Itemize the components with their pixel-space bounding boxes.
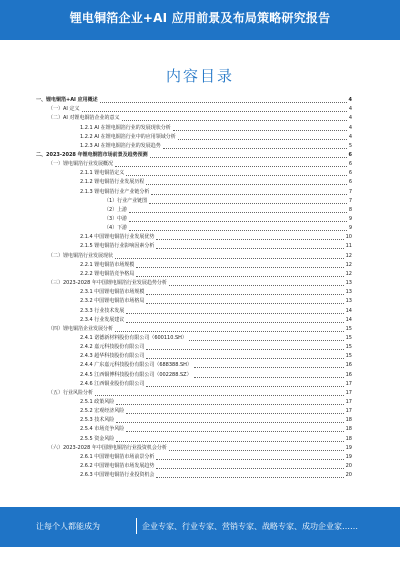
- toc-entry-page: 6: [348, 151, 352, 158]
- toc-entry-title: 一、锂电铜箔+AI 应用概述: [36, 97, 98, 103]
- toc-entry-title: （二）AI 对锂电铜箔企业的意义: [48, 115, 120, 122]
- toc-leader-dots: [82, 106, 347, 112]
- toc-entry-title: 1.2.3 AI 在锂电铜箔行业的发展趋势: [80, 142, 161, 149]
- toc-leader-dots: [146, 353, 343, 359]
- toc-entry-title: （一）锂电铜箔行业发展概况: [48, 161, 114, 168]
- toc-leader-dots: [156, 472, 343, 478]
- toc-leader-dots: [129, 216, 347, 222]
- toc-entry-page: 4: [348, 124, 352, 131]
- toc-entry[interactable]: [80, 178, 352, 187]
- toc-entry-page: 12: [345, 252, 352, 259]
- footer-tagline: 让每个人都能成为: [36, 522, 100, 531]
- page-footer: [0, 507, 400, 547]
- toc-leader-dots: [95, 390, 344, 396]
- toc-entry-title: 2.4.6 江西铜业股份有限公司: [80, 380, 145, 387]
- toc-entry-page: 20: [345, 472, 352, 479]
- toc-entry-title: 2.5.5 资金风险: [80, 435, 115, 442]
- toc-leader-dots: [150, 152, 347, 158]
- toc-entry-title: （一）AI 定义: [48, 106, 80, 113]
- toc-entry-page: 10: [345, 234, 352, 241]
- toc-entry[interactable]: [80, 462, 352, 471]
- toc-entry[interactable]: [80, 188, 352, 197]
- toc-entry-page: 6: [348, 170, 352, 177]
- toc-entry-page: 15: [345, 353, 352, 360]
- toc-entry[interactable]: [48, 279, 352, 288]
- toc-entry-page: 6: [348, 179, 352, 186]
- toc-leader-dots: [116, 399, 343, 405]
- toc-entry-page: 4: [348, 115, 352, 122]
- toc-entry-title: 2.3.3 行业技术发展: [80, 307, 125, 314]
- toc-entry-title: （二）锂电铜箔行业发展现状: [48, 252, 114, 259]
- toc-entry[interactable]: [80, 407, 352, 416]
- toc-entry-title: 2.3.2 中国锂电铜箔市场格局: [80, 298, 145, 305]
- toc-entry[interactable]: [48, 389, 352, 398]
- toc-leader-dots: [100, 97, 347, 103]
- toc-entry-page: 7: [348, 197, 352, 204]
- toc-entry[interactable]: [80, 124, 352, 133]
- toc-entry[interactable]: [80, 242, 352, 251]
- toc-entry-title: 2.1.3 锂电铜箔行业产业链分析: [80, 188, 150, 195]
- toc-leader-dots: [116, 417, 343, 423]
- toc-entry-page: 4: [348, 106, 352, 113]
- toc-entry-page: 6: [348, 161, 352, 168]
- toc-entry-title: 二、2023-2028 年锂电铜箔市场前景及趋势预测: [36, 151, 148, 158]
- toc-entry-title: （3）中游: [104, 215, 128, 222]
- toc-entry-page: 18: [345, 435, 352, 442]
- toc-entry[interactable]: [48, 105, 352, 114]
- toc-entry-page: 20: [345, 463, 352, 469]
- toc-entry-title: 2.5.3 技术风险: [80, 417, 115, 424]
- toc-entry[interactable]: [104, 224, 352, 233]
- toc-entry[interactable]: [80, 380, 352, 389]
- toc-leader-dots: [156, 454, 343, 460]
- toc-entry-title: 2.4.2 嘉元科技股份有限公司: [80, 344, 145, 351]
- toc-leader-dots: [126, 308, 343, 314]
- toc-entry[interactable]: [80, 343, 352, 352]
- toc-entry-title: （六）2023-2028 年中国锂电铜箔行业投资机会分析: [48, 444, 167, 451]
- footer-divider: [136, 518, 137, 534]
- toc-entry-title: 2.6.1 中国锂电铜箔市场前景分析: [80, 453, 155, 460]
- toc-entry[interactable]: [80, 471, 352, 480]
- report-title: 锂电铜箔企业+AI 应用前景及布局策略研究报告: [69, 11, 331, 25]
- toc-leader-dots: [163, 143, 347, 149]
- toc-entry[interactable]: [48, 252, 352, 261]
- toc-entry[interactable]: [48, 114, 352, 123]
- toc-entry-page: 18: [345, 417, 352, 424]
- toc-entry-page: 5: [348, 142, 352, 149]
- toc-entry-page: 13: [345, 298, 352, 305]
- toc-entry[interactable]: [48, 160, 352, 169]
- toc-entry[interactable]: [80, 261, 352, 270]
- toc-entry[interactable]: [104, 215, 352, 224]
- toc-entry-title: 2.1.2 锂电铜箔行业发展历程: [80, 179, 145, 186]
- toc-leader-dots: [129, 207, 347, 213]
- toc-entry-title: （三）2023-2028 年中国锂电铜箔行业发展趋势分析: [48, 280, 167, 286]
- toc-entry-title: 2.2.2 锂电铜箔竞争格局: [80, 270, 135, 277]
- toc-entry[interactable]: [80, 416, 352, 425]
- toc-entry[interactable]: [80, 133, 352, 142]
- toc-entry-title: 2.6.2 中国锂电铜箔市场发展趋势: [80, 463, 155, 469]
- toc-entry[interactable]: [80, 453, 352, 462]
- toc-entry-page: 17: [345, 380, 352, 387]
- toc-leader-dots: [136, 262, 343, 268]
- toc-leader-dots: [126, 170, 347, 176]
- toc-leader-dots: [126, 426, 343, 432]
- toc-entry[interactable]: [80, 435, 352, 444]
- toc-leader-dots: [169, 445, 344, 451]
- toc-entry-page: 18: [345, 426, 352, 433]
- toc-leader-dots: [178, 134, 347, 140]
- toc-leader-dots: [146, 344, 343, 350]
- toc-entry[interactable]: [36, 151, 352, 160]
- toc-leader-dots: [122, 115, 347, 121]
- toc-entry[interactable]: [80, 288, 352, 297]
- toc-entry-title: 2.2.1 锂电铜箔市场规模: [80, 261, 135, 268]
- toc-entry-page: 17: [345, 389, 352, 396]
- toc-leader-dots: [173, 125, 347, 131]
- toc-leader-dots: [156, 243, 343, 249]
- toc-entry-title: 2.4.1 诺德新材料股份有限公司（600110.SH）: [80, 334, 187, 341]
- toc-entry-page: 7: [348, 188, 352, 195]
- toc-entry-title: 2.5.2 宏观经济风险: [80, 408, 125, 415]
- toc-entry-page: 12: [345, 261, 352, 268]
- toc-leader-dots: [136, 271, 343, 277]
- toc-entry-title: 2.3.1 中国锂电铜箔市场规模: [80, 289, 145, 296]
- toc-leader-dots: [156, 463, 343, 469]
- toc-leader-dots: [129, 225, 347, 231]
- toc-leader-dots: [194, 362, 344, 368]
- toc-leader-dots: [189, 335, 344, 341]
- toc-leader-dots: [149, 198, 347, 204]
- toc-entry-page: 16: [345, 371, 352, 378]
- toc-entry-title: 1.2.1 AI 在锂电铜箔行业的发展现状分析: [80, 124, 171, 131]
- toc-entry-page: 14: [345, 316, 352, 323]
- toc-entry-page: 16: [345, 362, 352, 369]
- toc-leader-dots: [169, 280, 344, 286]
- toc-entry[interactable]: [80, 361, 352, 370]
- toc-entry[interactable]: [80, 316, 352, 325]
- toc-entry-title: （1）行业产业链图: [104, 197, 148, 204]
- toc-entry-page: 17: [345, 408, 352, 415]
- toc-entry-page: 17: [345, 398, 352, 405]
- toc-leader-dots: [115, 253, 344, 259]
- toc-entry-title: 2.1.5 锂电铜箔行业影响因素分析: [80, 243, 155, 250]
- toc-entry[interactable]: [80, 169, 352, 178]
- toc-entry[interactable]: [80, 297, 352, 306]
- toc-leader-dots: [115, 326, 344, 332]
- toc-entry-title: 2.4.4 广东嘉元科技股份有限公司（688388.SH）: [80, 362, 192, 369]
- toc-entry-title: （2）上游: [104, 206, 128, 213]
- toc-entry-title: 2.6.3 中国锂电铜箔行业投资机会: [80, 472, 155, 479]
- toc-entry[interactable]: [80, 142, 352, 151]
- footer-audience: 企业专家、行业专家、营销专家、战略专家、成功企业家……: [142, 522, 358, 531]
- toc-entry[interactable]: [104, 197, 352, 206]
- toc-entry-title: 2.1.4 中国锂电铜箔行业发展优势: [80, 234, 155, 241]
- toc-entry-page: 15: [345, 334, 352, 341]
- toc-entry-title: 2.4.5 江西铜博科技股份有限公司（002288.SZ）: [80, 371, 192, 378]
- toc-entry[interactable]: [80, 334, 352, 343]
- toc-entry[interactable]: [80, 270, 352, 279]
- toc-leader-dots: [151, 189, 346, 195]
- toc-entry-title: （五）行业风险分析: [48, 389, 94, 396]
- toc-entry-title: 2.1.1 锂电铜箔定义: [80, 170, 125, 177]
- toc-leader-dots: [126, 408, 343, 414]
- toc-entry[interactable]: [104, 206, 352, 215]
- toc-entry-title: 2.5.1 政策风险: [80, 398, 115, 405]
- toc-entry-title: （4）下游: [104, 225, 128, 232]
- toc-entry-title: （四）锂电铜箔企业发展分析: [48, 325, 114, 332]
- toc-leader-dots: [156, 234, 343, 240]
- toc-entry[interactable]: [80, 233, 352, 242]
- toc-entry-title: 1.2.2 AI 在锂电铜箔行业中的应用领域分析: [80, 133, 176, 140]
- toc-entry-page: 19: [345, 453, 352, 460]
- toc-leader-dots: [146, 179, 346, 185]
- toc-entry-title: 2.5.4 市场竞争风险: [80, 426, 125, 433]
- toc-entry-page: 4: [348, 133, 352, 140]
- toc-heading: 内容目录: [165, 67, 234, 85]
- toc-entry-page: 8: [348, 206, 352, 213]
- toc-entry-page: 15: [345, 344, 352, 351]
- toc-entry-page: 15: [345, 325, 352, 332]
- toc-entry[interactable]: [36, 96, 352, 105]
- toc-entry[interactable]: [80, 307, 352, 316]
- toc-leader-dots: [116, 436, 343, 442]
- toc-entry-page: 12: [345, 270, 352, 277]
- toc-entry-title: 2.4.3 超华科技股份有限公司: [80, 353, 145, 360]
- toc-entry[interactable]: [80, 371, 352, 380]
- toc-entry[interactable]: [48, 444, 352, 453]
- toc-entry-page: 19: [345, 444, 352, 451]
- toc-entry-page: 9: [348, 215, 352, 222]
- toc-entry[interactable]: [80, 425, 352, 434]
- toc-entry-page: 4: [348, 97, 352, 103]
- toc-entry-page: 13: [345, 280, 352, 286]
- toc-entry[interactable]: [80, 398, 352, 407]
- toc-entry-page: 9: [348, 225, 352, 232]
- toc-entry-title: 2.3.4 行业发展建议: [80, 316, 125, 323]
- toc-entry-page: 11: [345, 243, 352, 250]
- toc-leader-dots: [146, 381, 343, 387]
- toc-entry-page: 13: [345, 289, 352, 296]
- toc-entry[interactable]: [80, 352, 352, 361]
- toc-entry-page: 14: [345, 307, 352, 314]
- toc-entry[interactable]: [48, 325, 352, 334]
- toc-leader-dots: [194, 372, 344, 378]
- toc-leader-dots: [126, 317, 343, 323]
- toc-leader-dots: [146, 289, 343, 295]
- toc-leader-dots: [146, 298, 343, 304]
- toc-leader-dots: [115, 161, 347, 167]
